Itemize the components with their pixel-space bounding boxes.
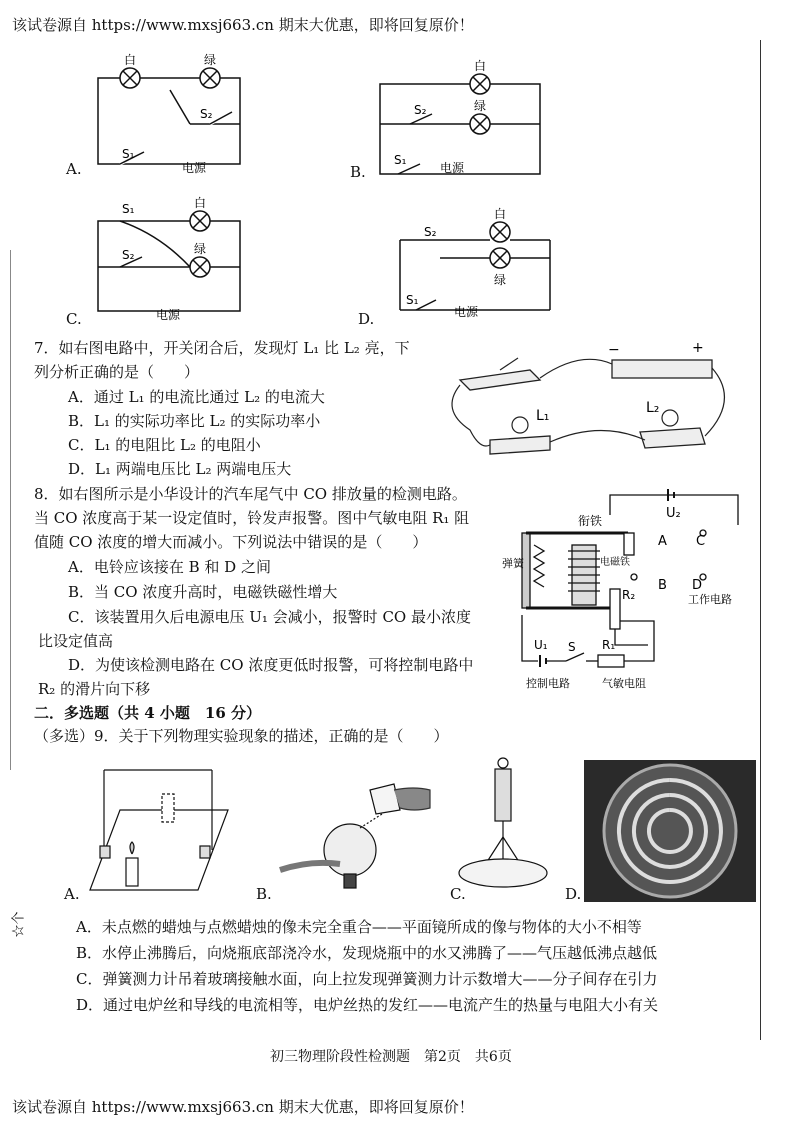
q9-figure-a-label: A.	[64, 885, 80, 903]
label-green-c: 绿	[194, 242, 207, 256]
q8-option-a[interactable]: A．电铃应该接在 B 和 D 之间	[68, 558, 271, 576]
q8-option-c-cont: 比设定值高	[38, 632, 114, 650]
q9-figure-a	[80, 760, 230, 900]
label-s1: S₁	[122, 147, 135, 161]
fig-electromagnet: 电磁铁	[600, 557, 630, 568]
label-s1-c: S₁	[122, 202, 135, 216]
q6-option-b[interactable]: B.	[350, 163, 366, 181]
q6-circuit-d	[380, 200, 580, 320]
q7-stem-line1: 7．如右图电路中，开关闭合后，发现灯 L₁ 比 L₂ 亮，下	[34, 339, 410, 357]
q9-figure-c-label: C.	[450, 885, 466, 903]
q7-option-b[interactable]: B．L₁ 的实际功率比 L₂ 的实际功率小	[68, 412, 321, 430]
q9-option-c[interactable]: C．弹簧测力计吊着玻璃接触水面，向上拉发现弹簧测力计示数增大——分子间存在引力	[76, 970, 658, 988]
fig-spring: 弹簧	[502, 557, 524, 570]
q6-circuit-b	[350, 40, 580, 180]
label-green-b: 绿	[474, 99, 487, 113]
label-s1-d: S₁	[406, 293, 419, 307]
q8-figure	[498, 485, 753, 700]
fig-a: A	[658, 534, 667, 549]
fig-b: B	[658, 578, 667, 593]
q7-figure	[440, 340, 750, 470]
fig-gas: 气敏电阻	[602, 677, 646, 690]
q7-stem-line2: 列分析正确的是（ ）	[34, 363, 200, 381]
q9-figure-b-label: B.	[256, 885, 272, 903]
q8-stem-line2: 当 CO 浓度高于某一设定值时，铃发声报警。图中气敏电阻 R₁ 阻	[34, 509, 470, 527]
fig-armature: 衔铁	[578, 514, 603, 528]
q8-option-b[interactable]: B．当 CO 浓度升高时，电磁铁磁性增大	[68, 583, 338, 601]
fig-r1: R₁	[602, 638, 616, 652]
q7-option-d[interactable]: D．L₁ 两端电压比 L₂ 两端电压大	[68, 460, 292, 478]
label-power: 电源	[182, 161, 207, 175]
q9-figure-c	[455, 755, 565, 900]
q9-option-b[interactable]: B．水停止沸腾后，向烧瓶底部浇冷水，发现烧瓶中的水又沸腾了——气压越低沸点越低	[76, 944, 658, 962]
q7-option-c[interactable]: C．L₁ 的电阻比 L₂ 的电阻小	[68, 436, 261, 454]
q9-figure-b	[270, 770, 440, 900]
fig-control: 控制电路	[526, 677, 570, 690]
label-power-d: 电源	[454, 305, 479, 319]
label-white: 白	[124, 53, 137, 67]
q8-option-d-cont: R₂ 的滑片向下移	[38, 680, 151, 698]
q7-option-a[interactable]: A．通过 L₁ 的电流比通过 L₂ 的电流大	[68, 388, 325, 406]
q9-figure-d	[584, 760, 756, 902]
right-margin-rule	[760, 40, 761, 1040]
fig-u1: U₁	[534, 638, 548, 652]
label-green: 绿	[204, 53, 217, 67]
q6-circuit-a	[60, 40, 290, 180]
q9-stem: （多选）9．关于下列物理实验现象的描述，正确的是（ ）	[34, 727, 449, 745]
label-green-d: 绿	[494, 273, 507, 287]
fig-plus: +	[692, 340, 704, 356]
label-s2-c: S₂	[122, 248, 135, 262]
label-power-c: 电源	[156, 308, 181, 322]
fig-r2: R₂	[622, 588, 636, 602]
q8-stem-line1: 8．如右图所示是小华设计的汽车尾气中 CO 排放量的检测电路。	[34, 485, 467, 503]
label-s2-d: S₂	[424, 225, 437, 239]
q6-option-d[interactable]: D.	[358, 310, 375, 328]
label-white-b: 白	[474, 59, 487, 73]
label-white-c: 白	[194, 196, 207, 210]
q9-option-a[interactable]: A．未点燃的蜡烛与点燃蜡烛的像未完全重合——平面镜所成的像与物体的大小不相等	[76, 918, 642, 936]
fig-work: 工作电路	[688, 593, 732, 606]
label-white-d: 白	[494, 207, 507, 221]
page-footer: 初三物理阶段性检测题 第2页 共6页	[270, 1049, 512, 1065]
left-margin-rule	[10, 250, 11, 770]
label-s2: S₂	[200, 107, 213, 121]
q6-circuit-c	[60, 195, 290, 325]
q9-option-d[interactable]: D．通过电炉丝和导线的电流相等，电炉丝热的发红——电流产生的热量与电阻大小有关	[76, 996, 659, 1014]
q6-option-a[interactable]: A.	[66, 160, 82, 178]
fig-s: S	[568, 640, 576, 654]
label-power-b: 电源	[440, 161, 465, 175]
header-banner: 该试卷源自 https://www.mxsj663.cn 期末大优惠，即将回复原价！	[12, 16, 474, 34]
fig-u2: U₂	[666, 506, 681, 521]
label-s2-b: S₂	[414, 103, 427, 117]
q9-figure-d-label: D.	[565, 885, 582, 903]
label-s1-b: S₁	[394, 153, 407, 167]
margin-mark: ☆个	[11, 911, 27, 938]
fig-c: C	[696, 534, 706, 549]
section-heading: 二．多选题（共 4 小题 16 分）	[34, 704, 261, 722]
fig-d: D	[692, 578, 703, 593]
q8-stem-line3: 值随 CO 浓度的增大而减小。下列说法中错误的是（ ）	[34, 533, 428, 551]
fig-minus: −	[608, 342, 620, 358]
fig-l2: L₂	[646, 400, 660, 416]
q8-option-d[interactable]: D．为使该检测电路在 CO 浓度更低时报警，可将控制电路中	[68, 656, 474, 674]
footer-banner: 该试卷源自 https://www.mxsj663.cn 期末大优惠，即将回复原价！	[12, 1098, 474, 1116]
fig-l1: L₁	[536, 408, 550, 424]
q8-option-c[interactable]: C．该装置用久后电源电压 U₁ 会减小，报警时 CO 最小浓度	[68, 608, 471, 626]
q6-option-c[interactable]: C.	[66, 310, 82, 328]
